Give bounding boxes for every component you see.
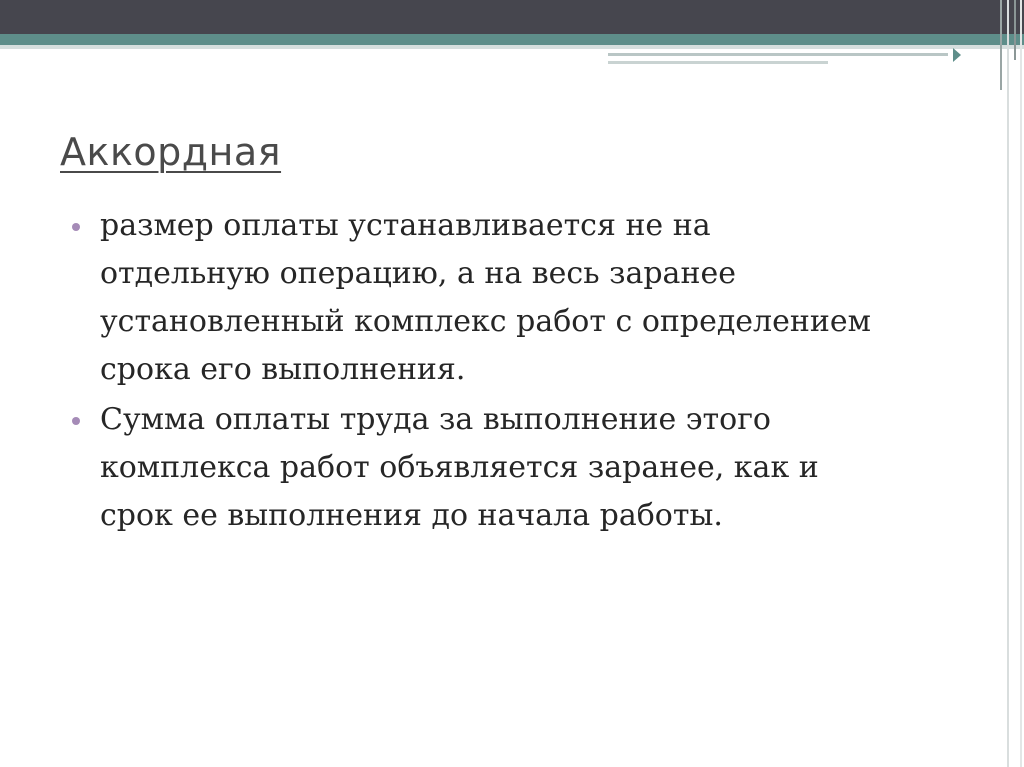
- header-accent-line-short: [608, 61, 828, 64]
- bullet-dot-icon: [72, 417, 80, 425]
- edge-stripe: [1020, 0, 1022, 767]
- bullet-text: размер оплаты устанавливается не на отдельную операцию, а на весь заранее установленный комплекс работ с определением срока его выполнения.: [100, 208, 871, 387]
- bullet-text: Сумма оплаты труда за выполнение этого комплекса работ объявляется заранее, как и срок ее выполнения до начала работы.: [100, 402, 819, 533]
- header-dark-bar: [0, 0, 1024, 34]
- edge-stripe: [1007, 0, 1009, 767]
- bullet-item: [72, 202, 872, 394]
- header-arrow-icon: [953, 48, 961, 62]
- bullet-dot-icon: [72, 223, 80, 231]
- header-teal-band: [0, 34, 1024, 45]
- right-edge-decoration: [994, 0, 1024, 767]
- edge-stripe: [1000, 0, 1002, 90]
- header-accent-line: [608, 53, 948, 56]
- edge-stripe: [1014, 0, 1016, 60]
- bullet-list: [72, 202, 872, 542]
- header-light-band: [0, 45, 1024, 49]
- slide-title: Аккордная: [60, 130, 282, 174]
- bullet-item: [72, 396, 872, 540]
